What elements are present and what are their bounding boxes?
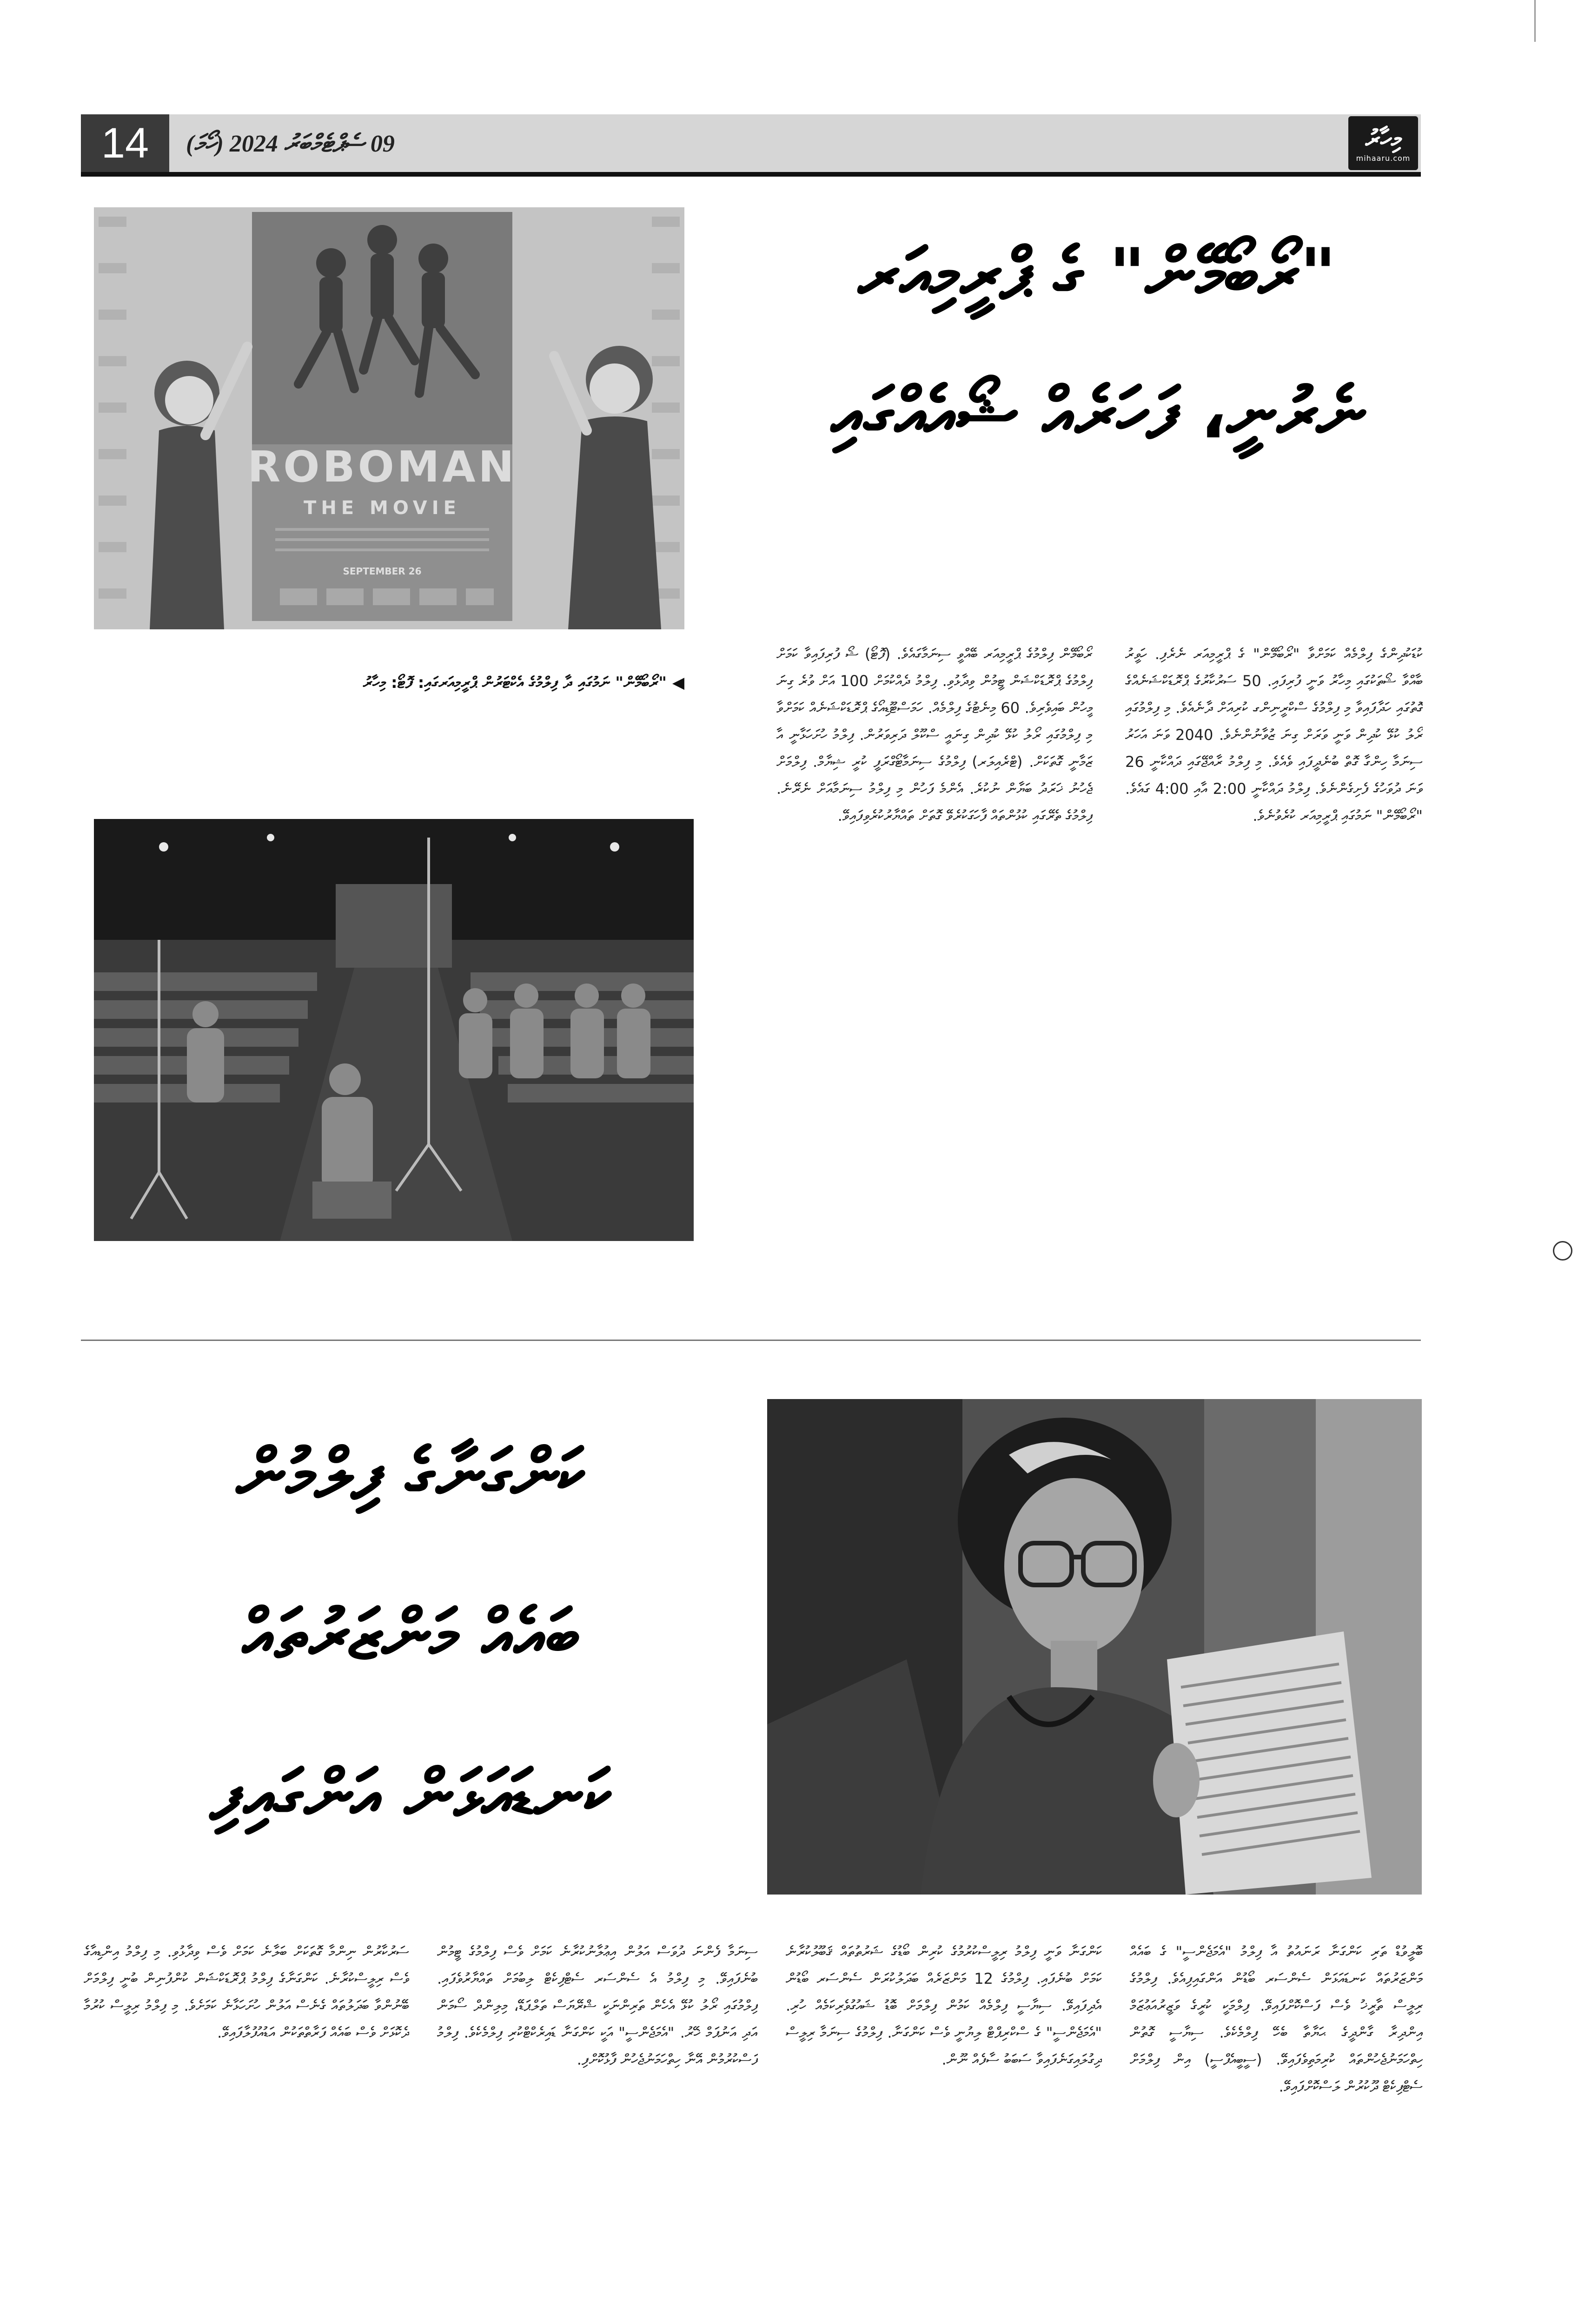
issue-date: 09 ސެޕްޓެމްބަރު 2024 (ހޯމަ) — [186, 131, 395, 157]
kangana-film-still-photo — [767, 1399, 1422, 1895]
cinema-photo-svg — [94, 819, 694, 1241]
logo-text: މިހާރު — [1365, 124, 1401, 153]
article1-headline — [772, 205, 1423, 530]
article1-column-right: ކުޑަކުދިންގެ ފިލްމެއް ކަމަށްވާ "ރޯބޯމޭން" ގެ ޕްރީމިއަރ ނެރެފި. ހަވީރު ބާއްވާ ޝޯތަކުގައި މިހާރު ވަނީ ފުރިފައި. 50 ސަރުކާރުގެ ޕްރޮޑަކްޝަނެއްގެ ގޮތުގައި ހަދާފައިވާ މި ފިލްމުގެ ސްކްރީނިންގ ކުރިއަށް ދާނެއެވެ. މި ފިލްމުގައި ރޯލު ކުޅޭ ކުދިން ވަނީ ވަރަށް ގިނަ ޒުވާނުންނެވެ. 2040 ވަނަ އަހަރު ސިނަމާ ހިންގާ ގޮތް ބުނެދީފައި ވެއެވެ. މި ފިލްމު ރާއްޖޭގައި ދައްކާނީ 26 ވަނަ ދުވަހުގެ ފެށިގެންނެވެ. ފިލްމު ދައްކާނީ 2:00 އާއި 4:00 ގައެވެ. "ރޯބޯމޭން" ނަމުގައި ޕްރީމިއަރ ކުރެވުނެވެ. — [1125, 645, 1423, 825]
film-still-svg — [767, 1399, 1422, 1895]
article2-column-1: ބޮލީވުޑް ތަރި ކަންގަނާ ރަނައުތު އާ ފިލްމު "އެމަޖެންސީ" ގެ ބައެއް މަންޒަރުތައް ކަނޑައަޅަން ސެންސަރ ބޯޑުން އަންގައިފިއެވެ. ފިލްމުގެ ރިލީސް ތާރީޚު ވެސް ފަސްކޮށްފައިވޭ. ފިލްމަކީ ކުރީގެ ވަޒީރުއަޢުޒަމް އިންދިރާ ގާންދީގެ ޙަޔާތާ ބެހޭ ފިލްމެކެވެ. ސިޔާސީ ގޮތުން ހިތްހަމަނުޖެހުންތައް ކުރިމަތިވެފައިވޭ. (ސީބީއެފްސީ) އިން ފިލްމަށް ސެޓްފިކެޓް ދޫކުރުން ލަސްކޮށްފައިވޭ. — [1130, 1943, 1423, 2095]
headline-line: ކަނޑައަޅަން އަންގައިފި — [210, 1755, 612, 1835]
caption-arrow-icon: ◀ — [667, 673, 684, 692]
logo-subtext: mihaaru.com — [1356, 153, 1411, 163]
article2-column-2: ކަންގަނާ ވަނީ ފިލްމު ރިލީސްކުރުމުގެ ކުރިން ބޯޑުގެ ޝަރުތުތައް ޤަބޫލުކުރާނެ ކަމަށް ބުނެފައި. ފިލްމުގެ 12 މަންޒަރެއް ބަދަލުކުރަން ސެންސަރ ބޯޑުން އެދިފައިވޭ. ސިޔާސީ ފިލްމެއް ކަމުން ފިލްމަށް ބޮޑު ޝައުގުވެރިކަމެއް ހުރި. "އެމަޖެންސީ" ގެ ސްކްރިޕްޓް ލިޔުނީ ވެސް ކަންގަނާ. ފިލްމުގެ ސިނަމާ ރިލީސް ދިގުލައިގަނެފައިވާ ސަބަބު ސާފެއް ނޫން. — [786, 1943, 1102, 2068]
headline-line: "ރޯބޯމޭން" ގެ ޕްރީމިއަރ — [858, 234, 1336, 315]
cinema-hall-photo — [94, 819, 694, 1241]
crop-mark — [1534, 0, 1536, 42]
registration-mark-icon — [1553, 1241, 1572, 1261]
headline-line: ބައެއް މަންޒަރުތައް — [242, 1595, 580, 1675]
headline-line: ކަންގަނާގެ ފިލްމުން — [236, 1434, 586, 1514]
poster-photo-svg — [94, 207, 684, 629]
premiere-poster-photo — [94, 207, 684, 629]
article2-headline — [81, 1394, 741, 1906]
page-number: 14 — [81, 114, 169, 172]
poster-brand-text: ROBOMAN — [247, 442, 517, 492]
article1-caption — [94, 669, 684, 730]
caption-text: "ރޯބޯމޭން" ނަމުގައި ދާ ފިލްމުގެ އެކްޓަރުން ޕްރީމިއަރގައި: ފޮޓޯ: މިހާރު — [363, 673, 667, 692]
poster-sub-text: THE MOVIE — [304, 497, 461, 519]
article1-column-left: ރޯބޯމޭން ފިލްމުގެ ޕްރީމިއަރ ބޭއްވީ ސިނަމާގައެވެ. (ފޮޓޯ) ޝޯ ފުރިފައިވާ ކަމަށް ފިލްމުގެ ޕްރޮޑަކްޝަން ޓީމުން ވިދާޅުވި. ފިލްމު ދެއްކުމަށް 100 އަށް ވުރެ ގިނަ މީހުން ބައިވެރިވެ. 60 މިނެޓުގެ ފިލްމެއް. ހަމަސްޓޫޑިއޯގެ ޕްރޮޑަކްޝަނެއް ކަމަށްވާ މި ފިލްމުގައި ރޯލު ކުޅޭ ކުދިން ގިނައީ ސްކޫލް ދަރިވަރުން. ފިލްމު ހުށަހަޅާނީ އާ ޒަމާނީ ގޮތަކަށް. (ޓްރެއިލަރ) ފިލްމުގެ ސިނަމާޓޯގްރަފީ ކުރީ ޝިޔާމް. ފިލްމަށް ޖެހުނު ޚަރަދު ބަޔާން ނުކުރެ. އެންމެ ފަހުން މި ފިލްމު ސިނަމާއަށް ނެރޭނެ. ފިލްމުގެ ތެރޭގައި ކުޅުންތައް ފާހަގަކުރެވޭ ގޮތަށް ތައްޔާރުކުރެވިފައިވޭ. — [776, 645, 1093, 825]
poster-date-text: SEPTEMBER 26 — [343, 566, 422, 577]
article2-column-3: ސިނަމާ ފެންނަ ދުވަސް އަލުން އިޢުލާނުކުރާނެ ކަމަށް ވެސް ފިލްމުގެ ޓީމުން ބުނެފައިވޭ. މި ފިލްމު އެ ސެންސަރ ސެޓްފިކެޓް ލިބުމަށް ތައްޔާރުވެފައި. ފިލްމުގައި ރޯލު ކުޅޭ އެހެން ތަރިންނަކީ ޝްރޭޔަސް ތަލްޕަޑޭ، މިލިންދް ސޯމަން އަދި އަނުޕަމް ޚޭރު. "އެމަޖެންސީ" އަކީ ކަންގަނާ ޑައިރެކްޓްކުރި ފިލްމެކެވެ. ފިލްމު ފަސްކުރުމުން އޭނާ ހިތްހަމަނުޖެހުން ފާޅުކޮށްފި. — [437, 1943, 758, 2068]
headline-line: ނެރުނީ، ފަހަރެއް ޝޯއެއްގައި — [831, 373, 1364, 454]
newspaper-logo — [1348, 116, 1418, 170]
section-divider — [81, 1340, 1421, 1341]
article2-column-4: ސަރުކާރުން ނިންމާ ގޮތަކަށް ބަލާނެ ކަމަށް ވެސް ވިދާޅުވި. މި ފިލްމު އިންޑިއާގެ ވެސް ރިލީސްކުރާނެ. ކަންގަނާގެ ފިލްމު ޕްރޮޑަކްޝަން ކުންފުނިން ބުނީ ފިލްމަށް ބޭނުންވާ ބަދަލުތައް ގެނެސް އަލުން ހުށަހަޅާނެ ކަމަށެވެ. މި ފިލްމު ރިލީސް ކުރުމާ ދެކޮޅަށް ވެސް ބައެއް ފަރާތްތަކުން އަޑުއުފުލާފައިވޭ. — [84, 1943, 409, 2041]
